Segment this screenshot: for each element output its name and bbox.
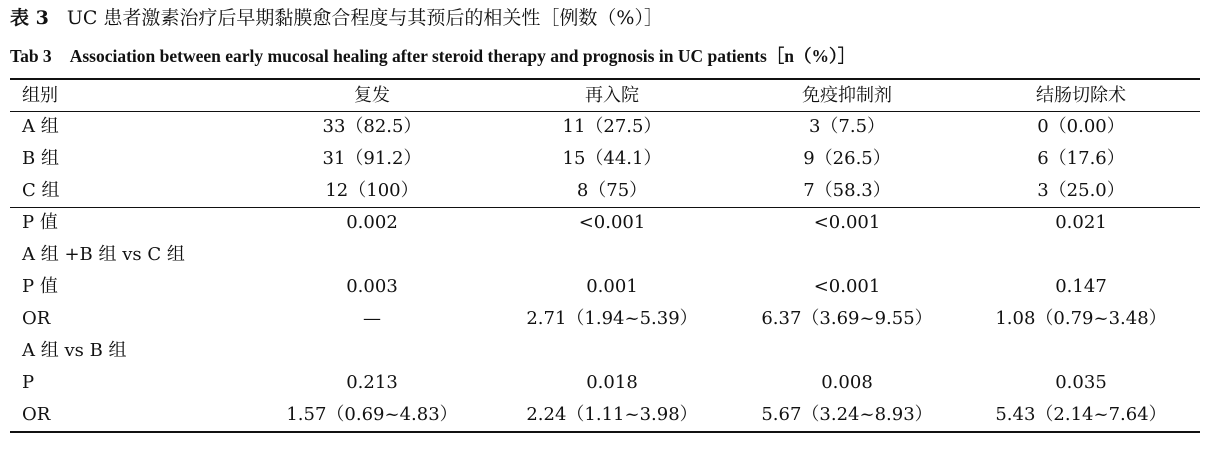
caption-english [10, 44, 855, 68]
table-cell: <0.001 [813, 276, 881, 297]
table-cell [252, 335, 492, 367]
caption-chinese [10, 6, 663, 30]
table-cell: 1.57（0.69~4.83） [286, 404, 458, 425]
table-cell: 0.035 [1055, 372, 1107, 393]
table-cell: 3（25.0） [1037, 180, 1125, 201]
table-cell: 9（26.5） [803, 148, 891, 169]
table-cell: 33（82.5） [322, 116, 422, 137]
table-row [10, 399, 1200, 431]
header-row [10, 80, 1200, 111]
table-cell: 0.018 [586, 372, 638, 393]
table-cell: 5.67（3.24~8.93） [761, 404, 933, 425]
table-cell: 0.001 [586, 276, 638, 297]
table-cell: 0.002 [346, 212, 398, 233]
table-cell: 3（7.5） [808, 116, 886, 137]
table-cell: 5.43（2.14~7.64） [995, 404, 1167, 425]
table-row [10, 111, 1200, 143]
table-cell: 0.147 [1055, 276, 1107, 297]
table-cell: 6（17.6） [1037, 148, 1125, 169]
header-relapse: 复发 [354, 85, 390, 106]
table-row [10, 367, 1200, 399]
row-label: A 组 +B 组 vs C 组 [22, 244, 185, 265]
table-cell [962, 335, 1200, 367]
table-cell: 8（75） [576, 180, 648, 201]
row-label: C 组 [22, 180, 60, 201]
caption-chinese-text: UC 患者激素治疗后早期黏膜愈合程度与其预后的相关性［例数（%）］ [66, 7, 663, 29]
table-row [10, 175, 1200, 207]
table-cell: 2.71（1.94~5.39） [526, 308, 698, 329]
table-cell: 2.24（1.11~3.98） [526, 404, 698, 425]
header-immunosuppressant: 免疫抑制剂 [802, 85, 892, 106]
bottom-rule [10, 431, 1200, 433]
table-row [10, 239, 1200, 271]
caption-english-number: Tab 3 [10, 46, 52, 66]
table-cell: 6.37（3.69~9.55） [761, 308, 933, 329]
table-cell: <0.001 [578, 212, 646, 233]
table-cell [492, 239, 732, 271]
row-label: OR [22, 308, 51, 329]
table-row [10, 335, 1200, 367]
table-cell: 0.008 [821, 372, 873, 393]
header-readmission: 再入院 [585, 85, 639, 106]
table-cell: 11（27.5） [562, 116, 662, 137]
table-cell: 7（58.3） [803, 180, 891, 201]
row-label: P 值 [22, 276, 58, 297]
row-label: A 组 vs B 组 [22, 340, 127, 361]
table-cell: — [363, 308, 381, 329]
row-label: A 组 [22, 116, 59, 137]
table-cell: 0.213 [346, 372, 398, 393]
table-cell [732, 239, 962, 271]
header-colectomy: 结肠切除术 [1036, 85, 1126, 106]
table-row [10, 303, 1200, 335]
row-label: P 值 [22, 212, 58, 233]
row-label: P [22, 372, 35, 393]
table-cell [252, 239, 492, 271]
caption-chinese-number: 表 3 [10, 7, 49, 29]
table-cell: 1.08（0.79~3.48） [995, 308, 1167, 329]
table-cell [492, 335, 732, 367]
row-label: OR [22, 404, 51, 425]
table-cell [732, 335, 962, 367]
table-cell: 0.021 [1055, 212, 1107, 233]
table-cell: 0（0.00） [1037, 116, 1125, 137]
table-cell: 15（44.1） [562, 148, 662, 169]
table-cell: 0.003 [346, 276, 398, 297]
data-table [10, 80, 1200, 431]
table-cell: <0.001 [813, 212, 881, 233]
table-cell [962, 239, 1200, 271]
table-cell: 31（91.2） [322, 148, 422, 169]
table-row [10, 207, 1200, 239]
header-group: 组别 [22, 85, 58, 106]
caption-english-text: Association between early mucosal healing after steroid therapy and prognosis in UC patients［n（%）］ [69, 46, 856, 66]
table-row [10, 271, 1200, 303]
table-cell: 12（100） [325, 180, 419, 201]
table-row [10, 143, 1200, 175]
row-label: B 组 [22, 148, 59, 169]
